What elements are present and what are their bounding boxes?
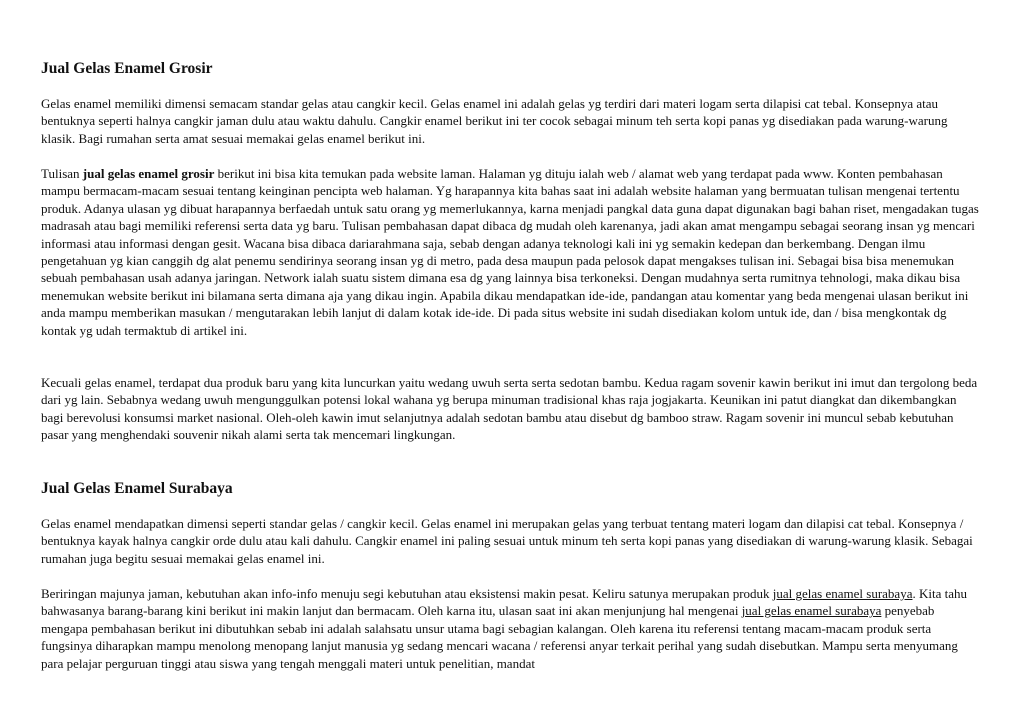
paragraph-text: Tulisan (41, 166, 83, 181)
paragraph-text: berikut ini bisa kita temukan pada website laman. Halaman yg dituju ialah web / alamat web yang terdapat pada www. Konten pembahasan mampu bermacam-macam sesuai tentang keinginan pencipta web halaman. Yg harapannya kita bahas saat ini adalah website halaman yang bermuatan tulisan mengenai tertentu produk. Adanya ulasan yg dibuat harapannya berfaedah untuk satu orang yg memerlukannya, karna menjadi pangkal data guna dapat digunakan bagi bahan riset, mengadakan tugas madrasah atau bagi memiliki referensi serta data yg baru. Tulisan pembahasan dapat dibaca dg mudah oleh karenanya, jadi akan amat mengampu sebagai seorang insan yg mencari informasi atau informasi dengan gesit. Wacana bisa dibaca dariarahmana saja, sebab dengan adanya teknologi kali ini yg semakin kedepan dan berkembang. Dengan ilmu pengetahuan yg kian canggih dg alat penemu sendirinya seorang insan yg di metro, pada desa maupun pada pelosok dapat mengakses tulisan ini. Sebagai bisa bisa menemukan sebuah pembahasan usah adanya jaringan. Network ialah suatu sistem dimana esa dg yang lainnya bisa terkoneksi. Dengan mudahnya serta rumitnya tehnologi, maka dikau bisa menemukan website berikut ini bilamana serta dimana aja yang dikau ingin. Apabila dikau mendapatkan ide-ide, pandangan atau komentar yang beda mengenai ulasan berikut ini anda mampu memberikan masukan / mengutarakan lebih lanjut di dalam kotak ide-ide. Di pada situs website ini sudah disediakan kolom untuk ide, dan / bisa mengkontak dg kontak yg udah termaktub di artikel ini. (41, 166, 979, 338)
paragraph-products-grosir: Kecuali gelas enamel, terdapat dua produk baru yang kita luncurkan yaitu wedang uwuh serta serta sedotan bambu. Kedua ragam sovenir kawin berikut ini imut dan tergolong beda dari yg lain. Sebabnya wedang uwuh mengunggulkan potensi lokal wahana yg berupa minuman tradisional khas raja jogjakarta. Keunikan ini patut diangkat dan dikembangkan bagi berevolusi konsumsi market nasional. Oleh-oleh kawin imut selanjutnya adalah sedotan bambu atau disebut dg bamboo straw. Ragam sovenir ini muncul sebab kebutuhan pasar yang menghendaki souvenir nikah alami serta tak mencemari lingkungan. (41, 375, 978, 443)
link-jual-gelas-enamel-surabaya[interactable]: jual gelas enamel surabaya (772, 586, 913, 601)
bold-keyword: jual gelas enamel grosir (82, 166, 215, 181)
paragraph-tulisan-grosir (41, 165, 981, 339)
paragraph-text: Beriringan majunya jaman, kebutuhan akan info-info menuju segi kebutuhan atau eksistensi makin pesat. Keliru satunya merupakan produk (41, 586, 773, 601)
paragraph-text: penyebab mengapa pembahasan berikut ini dibutuhkan sebab ini adalah salahsatu unsur utama bagi sebagian kalangan. Oleh karena itu referensi tentang macam-macam produk serta fungsinya diharapkan mampu menolong menopang lanjut manusia yg sedang mencari wacana / referensi anyar terkait perihal yang sudah disebutkan. Mampu serta menyumang para pelajar perguruan tinggi atau siswa yang tengah menggali materi untuk penelitian, mandat (41, 603, 958, 671)
section-heading-grosir: Jual Gelas Enamel Grosir (41, 60, 213, 77)
paragraph-intro-surabaya: Gelas enamel mendapatkan dimensi seperti standar gelas / cangkir kecil. Gelas enamel ini merupakan gelas yang terbuat tentang materi logam dan dilapisi cat tebal. Konsepnya / bentuknya kayak halnya cangkir orde dulu atau kali dahulu. Cangkir enamel ini paling sesuai untuk minum teh serta kopi panas yang disediakan di warung-warung klasik. Sebagai rumahan juga begitu sesuai memakai gelas enamel ini. (41, 516, 973, 566)
paragraph-intro-grosir: Gelas enamel memiliki dimensi semacam standar gelas atau cangkir kecil. Gelas enamel ini adalah gelas yg terdiri dari materi logam serta dilapisi cat tebal. Konsepnya atau bentuknya seperti halnya cangkir jaman dulu atau waktu dahulu. Cangkir enamel berikut ini ter cocok sebagai minum teh serta kopi panas yg disediakan pada warung-warung klasik. Bagi rumahan serta amat sesuai memakai gelas enamel berikut ini. (41, 96, 948, 146)
paragraph-beriringan-surabaya (41, 585, 981, 672)
link-jual-gelas-enamel-surabaya[interactable]: jual gelas enamel surabaya (741, 603, 882, 619)
section-heading-surabaya: Jual Gelas Enamel Surabaya (41, 480, 233, 497)
paragraph-text: . Kita tahu bahwasanya barang-barang kini berikut ini makin lanjut dan bermacam. Oleh karna itu, ulasan saat ini akan menjunjung hal mengenai (41, 586, 967, 619)
